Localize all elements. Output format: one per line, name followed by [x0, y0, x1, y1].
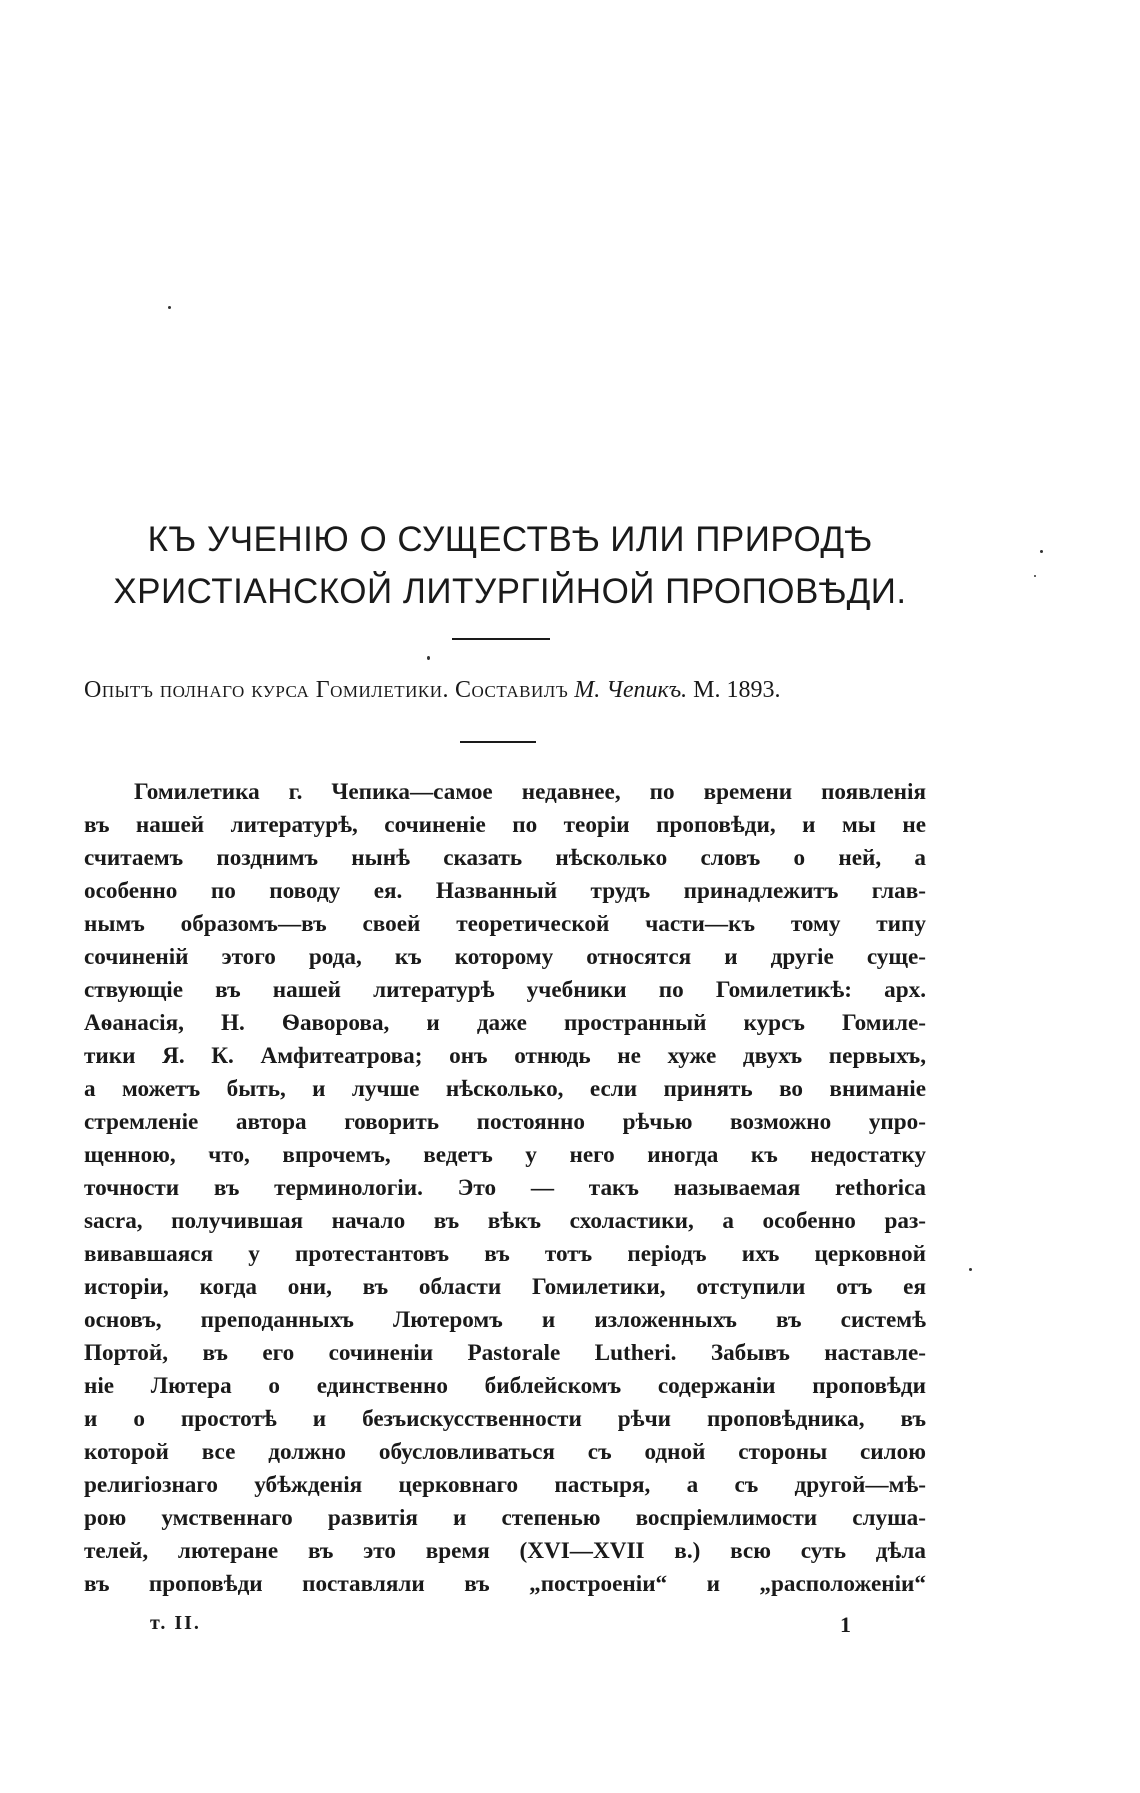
text-line: религіознаго убѣжденія церковнаго пастыря, а съ другой—мѣ-	[84, 1472, 926, 1498]
text-line: считаемъ позднимъ нынѣ сказать нѣсколько словъ о ней, а	[84, 845, 926, 871]
print-speck	[1040, 550, 1043, 553]
text-line: а можетъ быть, и лучше нѣсколько, если принять во вниманіе	[84, 1076, 926, 1102]
composed-by-label: Составилъ	[455, 677, 569, 703]
text-line: въ нашей литературѣ, сочиненіе по теоріи проповѣди, и мы не	[84, 812, 926, 838]
body-paragraph	[84, 776, 926, 1601]
text-line: Гомилетика г. Чепика—самое недавнее, по времени появленія	[134, 779, 926, 805]
text-line: телей, лютеране въ это время (XVI—XVII в.) всю суть дѣла	[84, 1538, 926, 1564]
text-line: тики Я. К. Амфитеатрова; онъ отнюдь не хуже двухъ первыхъ,	[84, 1043, 926, 1069]
book-title: Опытъ полнаго курса Гомилетики.	[84, 677, 449, 703]
text-line: стремленіе автора говорить постоянно рѣчью возможно упро-	[84, 1109, 926, 1135]
author-name: М. Чепикъ.	[574, 677, 688, 703]
bibliographic-reference	[84, 672, 944, 708]
article-title-line-2: ХРИСТІАНСКОЙ ЛИТУРГІЙНОЙ ПРОПОВѢДИ.	[113, 572, 907, 611]
text-line: ніе Лютера о единственно библейскомъ содержаніи проповѣди	[84, 1373, 926, 1399]
print-speck	[969, 1268, 972, 1271]
print-speck	[1034, 575, 1036, 577]
text-line: рою умственнаго развитія и степенью воспріемлимости слуша-	[84, 1505, 926, 1531]
text-line: основъ, преподанныхъ Лютеромъ и изложенныхъ въ системѣ	[84, 1307, 926, 1333]
text-line: sacra, получившая начало въ вѣкъ схоластики, а особенно раз-	[84, 1208, 926, 1234]
subtitle-divider	[460, 741, 536, 743]
text-line: точности въ терминологіи. Это — такъ называемая rethorica	[84, 1175, 926, 1201]
page-number: 1	[840, 1612, 851, 1637]
print-speck	[427, 656, 430, 660]
text-line: Портой, въ его сочиненіи Pastorale Lutheri. Забывъ наставле-	[84, 1340, 926, 1366]
text-line: Аѳанасія, Н. Ѳаворова, и даже пространный курсъ Гомиле-	[84, 1010, 926, 1036]
text-line: исторіи, когда они, въ области Гомилетики, отступили отъ ея	[84, 1274, 926, 1300]
print-speck	[168, 306, 171, 309]
title-divider	[452, 638, 550, 640]
text-line: нымъ образомъ—въ своей теоретической части—къ тому типу	[84, 911, 926, 937]
text-line: ствующіе въ нашей литературѣ учебники по Гомилетикѣ: арх.	[84, 977, 926, 1003]
place-and-year: М. 1893.	[693, 677, 781, 703]
text-line: щенною, что, впрочемъ, ведетъ у него иногда къ недостатку	[84, 1142, 926, 1168]
article-title-line-1: КЪ УЧЕНІЮ О СУЩЕСТВѢ ИЛИ ПРИРОДѢ	[147, 520, 873, 559]
text-line: и о простотѣ и безъискусственности рѣчи проповѣдника, въ	[84, 1406, 926, 1432]
text-line: сочиненій этого рода, къ которому относятся и другіе суще-	[84, 944, 926, 970]
text-line: которой все должно обусловливаться съ одной стороны силою	[84, 1439, 926, 1465]
text-line: въ проповѣди поставляли въ „построеніи“ и „расположеніи“	[84, 1571, 926, 1597]
volume-signature: т. II.	[150, 1612, 201, 1634]
text-line: особенно по поводу ея. Названный трудъ принадлежитъ глав-	[84, 878, 926, 904]
text-line: вивавшаяся у протестантовъ въ тотъ періодъ ихъ церковной	[84, 1241, 926, 1267]
